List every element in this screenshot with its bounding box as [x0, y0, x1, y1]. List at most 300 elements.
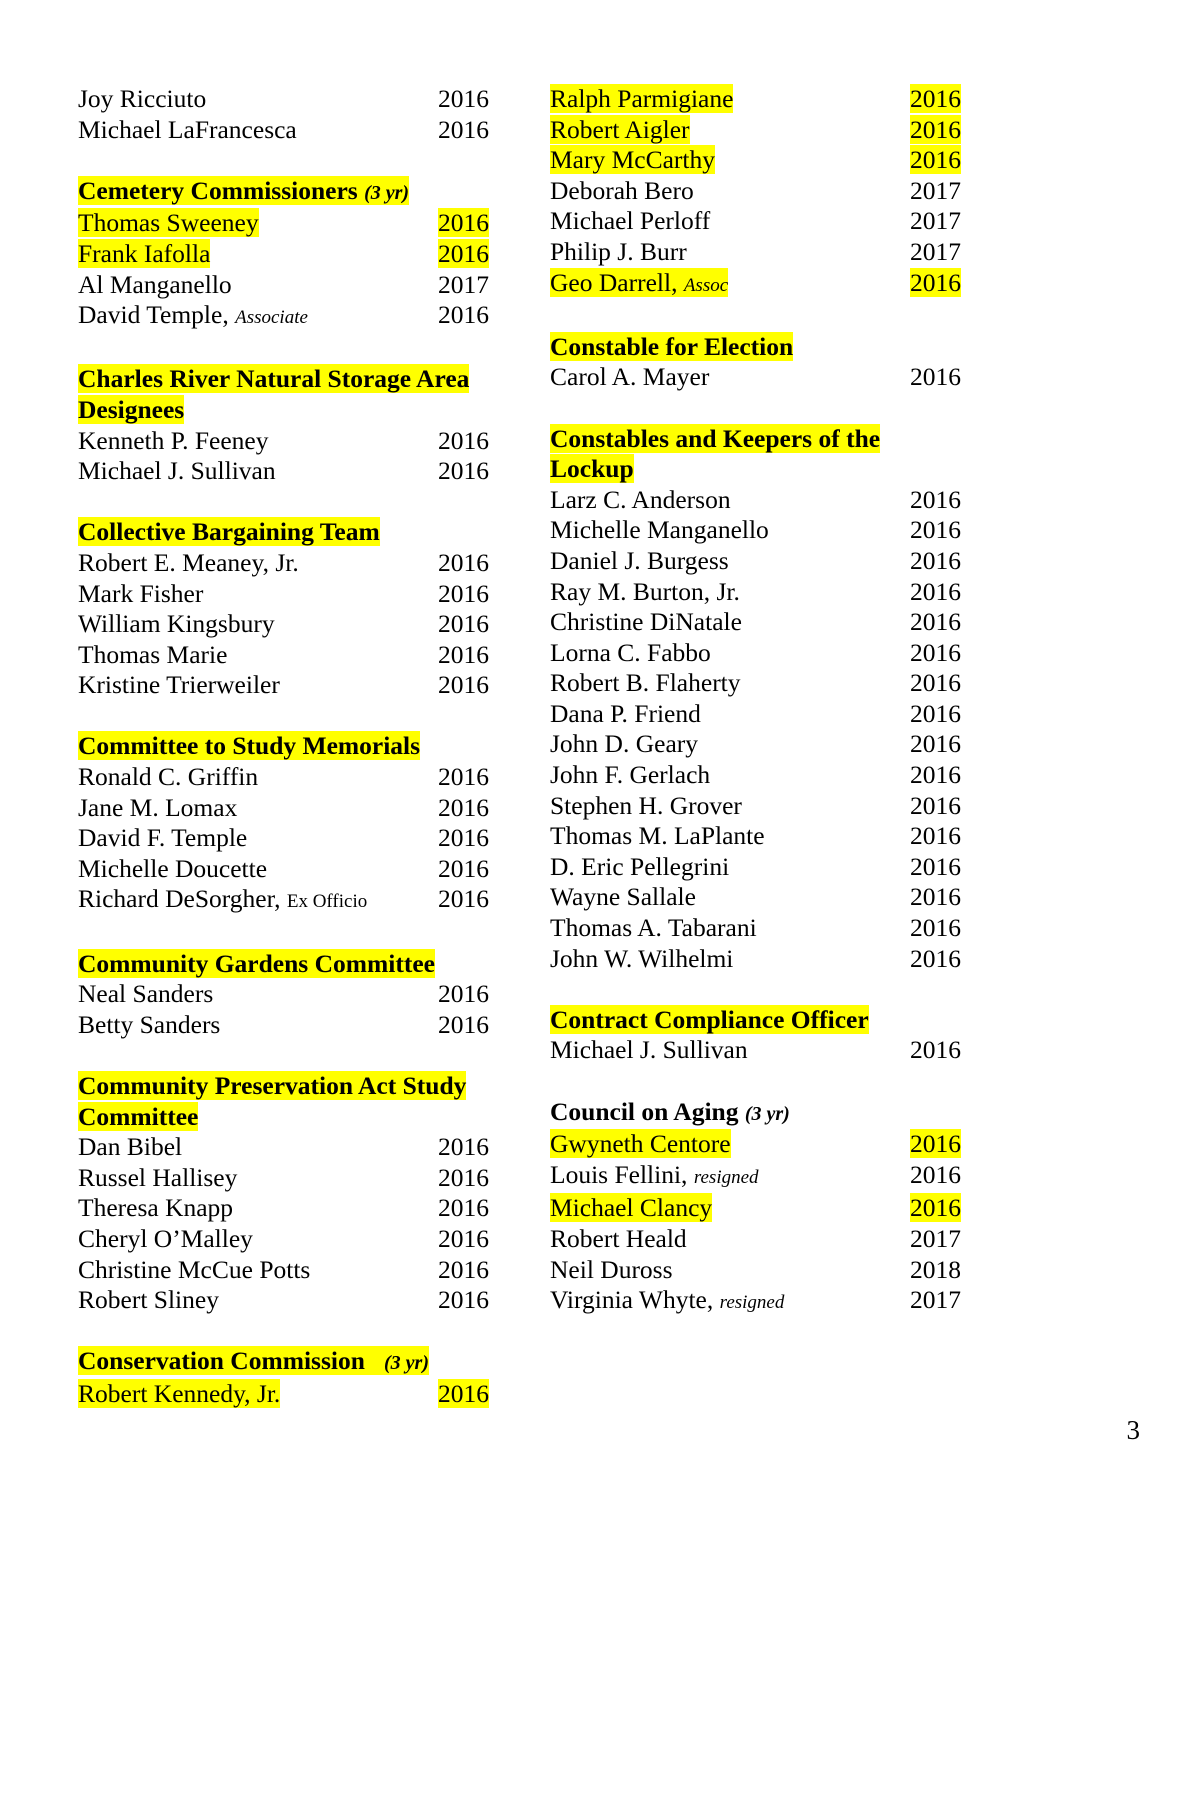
- appointee-name: Larz C. Anderson: [550, 484, 731, 514]
- table-row: [550, 882, 1200, 913]
- section-heading: [78, 517, 540, 548]
- appointee-name: Kenneth P. Feeney: [78, 425, 269, 455]
- term-year: 2016: [438, 578, 489, 608]
- table-row: [550, 944, 1200, 975]
- section-heading-text: Council on Aging (3 yr): [550, 1096, 790, 1126]
- appointee-name-cell: [78, 300, 438, 334]
- term-year-cell: [910, 1035, 980, 1066]
- right-column: [540, 0, 1200, 1319]
- table-row: [78, 979, 540, 1010]
- term-year-cell: [910, 638, 980, 669]
- table-row: [78, 609, 540, 640]
- term-year: 2016: [438, 639, 489, 669]
- table-row: [550, 729, 1200, 760]
- term-year-cell: [438, 1132, 508, 1163]
- term-year-cell: [438, 548, 508, 579]
- term-year: 2016: [910, 668, 961, 698]
- section-heading-text: Contract Compliance Officer: [550, 1004, 869, 1034]
- appointee-name: Virginia Whyte, resigned: [550, 1285, 785, 1315]
- term-year-cell: [438, 762, 508, 793]
- table-row: [550, 607, 1200, 638]
- term-year: 2016: [438, 884, 489, 914]
- appointee-name: Robert B. Flaherty: [550, 668, 741, 698]
- appointee-name-cell: [550, 821, 910, 852]
- term-year: 2016: [438, 114, 489, 144]
- appointee-name: William Kingsbury: [78, 609, 275, 639]
- term-year: 2016: [910, 84, 961, 113]
- appointee-name: Louis Fellini, resigned: [550, 1159, 759, 1189]
- table-row: [78, 1224, 540, 1255]
- term-year: 2016: [910, 1159, 961, 1189]
- table-row: [550, 362, 1200, 393]
- appointee-name: Theresa Knapp: [78, 1193, 234, 1223]
- appointee-name: Robert Kennedy, Jr.: [78, 1378, 281, 1408]
- section-heading-text: Designees: [78, 394, 185, 424]
- appointee-name-cell: [78, 84, 438, 115]
- appointee-name: Cheryl O’Malley: [78, 1223, 253, 1253]
- term-year-cell: [438, 1010, 508, 1041]
- term-year-cell: [438, 1379, 508, 1410]
- term-year-cell: [910, 1285, 980, 1316]
- table-row: [78, 1132, 540, 1163]
- term-year: 2017: [910, 236, 961, 266]
- appointee-name-cell: [78, 609, 438, 640]
- left-column: [0, 0, 540, 1410]
- term-year-cell: [438, 1193, 508, 1224]
- appointee-name-cell: [550, 1224, 910, 1255]
- appointee-name-cell: [78, 823, 438, 854]
- appointee-name: Lorna C. Fabbo: [550, 637, 711, 667]
- page-number: 3: [1126, 1415, 1140, 1445]
- term-year: 2016: [910, 943, 961, 973]
- appointee-qualifier: resigned: [719, 1292, 785, 1314]
- appointee-name-cell: [78, 1193, 438, 1224]
- appointee-name-cell: [550, 515, 910, 546]
- table-row: [550, 760, 1200, 791]
- table-row: [78, 884, 540, 918]
- term-year-cell: [438, 456, 508, 487]
- term-year: 2016: [910, 760, 961, 790]
- section-heading: [550, 332, 1200, 363]
- appointee-name-cell: [78, 1163, 438, 1194]
- table-row: [78, 1010, 540, 1041]
- term-year: 2016: [910, 607, 961, 637]
- appointee-name: Kristine Trierweiler: [78, 670, 280, 700]
- appointee-qualifier: resigned: [693, 1166, 759, 1188]
- appointee-name-cell: [550, 1035, 910, 1066]
- table-row: [78, 762, 540, 793]
- appointee-name: Ralph Parmigiane: [550, 84, 734, 113]
- appointee-qualifier: Associate: [235, 307, 308, 329]
- table-row: [550, 84, 1200, 115]
- section-heading-text: Community Preservation Act Study: [78, 1071, 467, 1100]
- table-row: [550, 268, 1200, 302]
- appointee-name: Gwyneth Centore: [550, 1129, 731, 1159]
- table-row: [550, 176, 1200, 207]
- appointee-name: John D. Geary: [550, 729, 699, 759]
- appointee-name: Frank Iafolla: [78, 238, 211, 268]
- term-year: 2016: [438, 792, 489, 822]
- term-year: 2016: [910, 790, 961, 820]
- table-row: [78, 270, 540, 301]
- appointee-name-cell: [550, 699, 910, 730]
- appointee-name: Thomas M. LaPlante: [550, 821, 765, 851]
- table-row: [550, 145, 1200, 176]
- term-year: 2016: [910, 637, 961, 667]
- table-row: [550, 1285, 1200, 1319]
- term-year: 2017: [910, 1223, 961, 1253]
- table-row: [550, 577, 1200, 608]
- appointee-name-cell: [78, 579, 438, 610]
- appointee-name-cell: [78, 854, 438, 885]
- appointee-name: Mary McCarthy: [550, 145, 716, 175]
- term-year-cell: [438, 1163, 508, 1194]
- table-row: [78, 115, 540, 146]
- appointee-name-cell: [550, 84, 910, 115]
- table-row: [550, 699, 1200, 730]
- appointee-name-cell: [550, 206, 910, 237]
- term-year: 2016: [438, 762, 489, 792]
- table-row: [550, 237, 1200, 268]
- section-spacer: [78, 1316, 540, 1347]
- term-year-cell: [910, 362, 980, 393]
- table-row: [78, 1379, 540, 1410]
- table-row: [78, 1285, 540, 1316]
- appointee-name-cell: [550, 268, 910, 302]
- appointee-name: Geo Darrell, Assoc: [550, 267, 729, 297]
- section-heading-text: Conservation Commission (3 yr): [78, 1346, 429, 1376]
- section-heading: [78, 1102, 540, 1133]
- appointee-name-cell: [550, 668, 910, 699]
- table-row: [550, 1160, 1200, 1194]
- term-year: 2016: [438, 823, 489, 853]
- appointee-name: Carol A. Mayer: [550, 362, 710, 392]
- term-year-cell: [910, 1224, 980, 1255]
- table-row: [550, 638, 1200, 669]
- appointee-name-cell: [550, 1285, 910, 1319]
- appointee-name: Stephen H. Grover: [550, 790, 742, 820]
- section-heading-text: Charles River Natural Storage Area: [78, 364, 470, 394]
- appointee-name: Russel Hallisey: [78, 1162, 238, 1192]
- appointee-name: Neil Duross: [550, 1254, 673, 1284]
- table-row: [550, 115, 1200, 146]
- appointee-qualifier: Ex Officio: [286, 891, 368, 913]
- term-year-cell: [438, 979, 508, 1010]
- term-year: 2016: [438, 1254, 489, 1284]
- appointee-name: Mark Fisher: [78, 578, 204, 608]
- term-year-cell: [438, 300, 508, 331]
- section-spacer: [78, 1040, 540, 1071]
- term-year: 2016: [910, 484, 961, 514]
- term-year-cell: [910, 1129, 980, 1160]
- appointee-name-cell: [78, 1132, 438, 1163]
- term-year: 2017: [438, 269, 489, 299]
- term-year-cell: [910, 84, 980, 115]
- term-year-cell: [438, 793, 508, 824]
- term-year-cell: [438, 670, 508, 701]
- term-year: 2016: [910, 267, 961, 297]
- table-row: [550, 821, 1200, 852]
- term-year: 2016: [438, 425, 489, 455]
- term-year-cell: [910, 852, 980, 883]
- term-year: 2016: [438, 456, 489, 486]
- section-term-length: (3 yr): [364, 181, 410, 204]
- section-heading: [550, 454, 1200, 485]
- appointee-name-cell: [550, 362, 910, 393]
- appointee-name-cell: [550, 882, 910, 913]
- appointee-name: Michael J. Sullivan: [550, 1035, 748, 1065]
- table-row: [78, 84, 540, 115]
- term-year-cell: [910, 115, 980, 146]
- term-year: 2016: [438, 1285, 489, 1315]
- term-year: 2016: [438, 1132, 489, 1162]
- term-year: 2016: [438, 1378, 489, 1408]
- appointee-name: Michael LaFrancesca: [78, 114, 297, 144]
- appointee-name: Wayne Sallale: [550, 882, 696, 912]
- term-year: 2016: [910, 1129, 961, 1159]
- term-year: 2016: [910, 729, 961, 759]
- term-year: 2016: [438, 1162, 489, 1192]
- term-year-cell: [438, 640, 508, 671]
- appointee-name: Jane M. Lomax: [78, 792, 238, 822]
- term-year: 2016: [910, 362, 961, 392]
- section-term-length: (3 yr): [384, 1352, 429, 1375]
- section-spacer: [78, 918, 540, 949]
- appointee-name-cell: [78, 1010, 438, 1041]
- term-year-cell: [438, 84, 508, 115]
- table-row: [78, 456, 540, 487]
- term-year: 2016: [910, 576, 961, 606]
- appointee-name-cell: [78, 1379, 438, 1410]
- table-row: [550, 1035, 1200, 1066]
- appointee-name-cell: [78, 239, 438, 270]
- section-heading: [78, 1071, 540, 1102]
- term-year-cell: [910, 944, 980, 975]
- table-row: [550, 852, 1200, 883]
- appointee-name-cell: [550, 1193, 910, 1224]
- table-row: [550, 1129, 1200, 1160]
- table-row: [550, 546, 1200, 577]
- appointee-name: D. Eric Pellegrini: [550, 851, 730, 881]
- section-term-length: (3 yr): [744, 1102, 790, 1125]
- term-year: 2016: [438, 238, 489, 268]
- section-heading: [78, 949, 540, 980]
- term-year-cell: [910, 607, 980, 638]
- appointee-name-cell: [78, 208, 438, 239]
- table-row: [550, 1193, 1200, 1224]
- appointee-name: Robert Aigler: [550, 114, 690, 144]
- term-year-cell: [438, 426, 508, 457]
- appointee-name-cell: [78, 884, 438, 918]
- term-year-cell: [910, 546, 980, 577]
- term-year: 2018: [910, 1254, 961, 1284]
- appointee-name-cell: [78, 979, 438, 1010]
- term-year: 2016: [438, 1223, 489, 1253]
- appointee-name-cell: [78, 270, 438, 301]
- appointee-name-cell: [550, 760, 910, 791]
- section-heading-text: Community Gardens Committee: [78, 948, 435, 978]
- appointee-name-cell: [550, 1129, 910, 1160]
- appointee-name: Michael J. Sullivan: [78, 456, 276, 486]
- table-row: [78, 823, 540, 854]
- table-row: [78, 640, 540, 671]
- term-year: 2016: [438, 208, 489, 238]
- appointee-name-cell: [550, 852, 910, 883]
- table-row: [78, 300, 540, 334]
- appointee-name-cell: [78, 456, 438, 487]
- section-heading: [550, 424, 1200, 455]
- appointee-name: David F. Temple: [78, 823, 248, 853]
- appointee-name-cell: [550, 791, 910, 822]
- section-heading-text: Constables and Keepers of the: [550, 423, 881, 453]
- term-year-cell: [910, 821, 980, 852]
- table-row: [78, 239, 540, 270]
- section-heading-text: Collective Bargaining Team: [78, 517, 380, 547]
- appointee-name-cell: [550, 176, 910, 207]
- term-year-cell: [438, 270, 508, 301]
- appointee-name-cell: [78, 115, 438, 146]
- section-heading: [550, 1097, 1200, 1130]
- table-row: [78, 1163, 540, 1194]
- section-spacer: [550, 393, 1200, 424]
- section-heading: [78, 395, 540, 426]
- table-row: [78, 854, 540, 885]
- appointee-name: Michelle Doucette: [78, 853, 268, 883]
- appointee-name-cell: [550, 1255, 910, 1286]
- term-year-cell: [910, 268, 980, 299]
- term-year-cell: [438, 579, 508, 610]
- section-heading: [78, 364, 540, 395]
- term-year-cell: [910, 145, 980, 176]
- appointee-name-cell: [78, 640, 438, 671]
- term-year: 2016: [438, 84, 489, 113]
- term-year: 2016: [910, 1193, 961, 1223]
- appointee-name: Robert E. Meaney, Jr.: [78, 547, 299, 577]
- term-year: 2016: [438, 1193, 489, 1223]
- term-year: 2016: [910, 515, 961, 545]
- appointee-name: Thomas Sweeney: [78, 208, 259, 238]
- section-heading-text: Committee to Study Memorials: [78, 731, 421, 761]
- term-year-cell: [910, 668, 980, 699]
- term-year-cell: [910, 515, 980, 546]
- appointee-name-cell: [550, 546, 910, 577]
- term-year: 2016: [438, 670, 489, 700]
- table-row: [550, 1255, 1200, 1286]
- term-year-cell: [438, 115, 508, 146]
- appointee-name-cell: [550, 145, 910, 176]
- appointee-name: Michael Clancy: [550, 1193, 713, 1223]
- appointee-name: Robert Sliney: [78, 1285, 219, 1315]
- appointee-qualifier: Assoc: [683, 274, 729, 296]
- table-row: [78, 1193, 540, 1224]
- appointee-name-cell: [550, 607, 910, 638]
- term-year: 2017: [910, 175, 961, 205]
- section-heading-text: Committee: [78, 1101, 199, 1131]
- section-heading: [78, 176, 540, 209]
- table-row: [550, 913, 1200, 944]
- section-spacer: [550, 1066, 1200, 1097]
- term-year-cell: [910, 699, 980, 730]
- appointee-name: Al Manganello: [78, 269, 232, 299]
- section-heading: [78, 731, 540, 762]
- appointee-name-cell: [550, 1160, 910, 1194]
- term-year: 2016: [910, 698, 961, 728]
- section-heading-text: Lockup: [550, 454, 634, 484]
- appointee-name-cell: [550, 577, 910, 608]
- term-year: 2016: [910, 882, 961, 912]
- table-row: [78, 548, 540, 579]
- term-year: 2016: [910, 1035, 961, 1065]
- term-year: 2016: [910, 821, 961, 851]
- appointee-name: Joy Ricciuto: [78, 84, 207, 113]
- appointee-name: Betty Sanders: [78, 1009, 221, 1039]
- table-row: [78, 793, 540, 824]
- appointee-name-cell: [78, 548, 438, 579]
- term-year: 2016: [438, 979, 489, 1009]
- section-spacer: [78, 334, 540, 365]
- term-year-cell: [910, 760, 980, 791]
- section-spacer: [78, 145, 540, 176]
- term-year-cell: [910, 882, 980, 913]
- term-year-cell: [438, 1255, 508, 1286]
- term-year-cell: [910, 791, 980, 822]
- table-row: [550, 791, 1200, 822]
- term-year-cell: [438, 1285, 508, 1316]
- appointee-name: Dana P. Friend: [550, 698, 701, 728]
- appointee-name: Ronald C. Griffin: [78, 762, 259, 792]
- appointee-name: Thomas A. Tabarani: [550, 913, 757, 943]
- term-year-cell: [910, 485, 980, 516]
- term-year-cell: [438, 854, 508, 885]
- appointee-name-cell: [550, 485, 910, 516]
- term-year: 2016: [910, 851, 961, 881]
- term-year: 2017: [910, 1285, 961, 1315]
- appointee-name: Philip J. Burr: [550, 236, 687, 266]
- appointee-name: David Temple, Associate: [78, 300, 308, 330]
- appointee-name-cell: [550, 944, 910, 975]
- appointee-name-cell: [78, 1255, 438, 1286]
- term-year: 2016: [438, 609, 489, 639]
- section-heading: [550, 1005, 1200, 1036]
- term-year-cell: [438, 823, 508, 854]
- appointee-name: Thomas Marie: [78, 639, 228, 669]
- section-spacer: [550, 974, 1200, 1005]
- section-spacer: [78, 701, 540, 732]
- appointee-name-cell: [78, 1285, 438, 1316]
- appointee-name-cell: [550, 913, 910, 944]
- appointee-name: Michael Perloff: [550, 206, 711, 236]
- section-heading-text: Constable for Election: [550, 331, 794, 361]
- table-row: [550, 485, 1200, 516]
- table-row: [78, 670, 540, 701]
- appointee-name: Christine DiNatale: [550, 607, 742, 637]
- term-year: 2016: [910, 545, 961, 575]
- term-year: 2016: [438, 300, 489, 330]
- term-year: 2016: [910, 913, 961, 943]
- term-year: 2017: [910, 206, 961, 236]
- appointee-name-cell: [550, 237, 910, 268]
- term-year-cell: [438, 609, 508, 640]
- appointee-name: Christine McCue Potts: [78, 1254, 311, 1284]
- term-year-cell: [910, 577, 980, 608]
- term-year: 2016: [438, 547, 489, 577]
- term-year-cell: [910, 913, 980, 944]
- appointee-name-cell: [78, 793, 438, 824]
- section-heading-text: Cemetery Commissioners (3 yr): [78, 175, 410, 205]
- appointee-name: Robert Heald: [550, 1223, 687, 1253]
- appointee-name: Ray M. Burton, Jr.: [550, 576, 740, 606]
- appointee-name-cell: [78, 762, 438, 793]
